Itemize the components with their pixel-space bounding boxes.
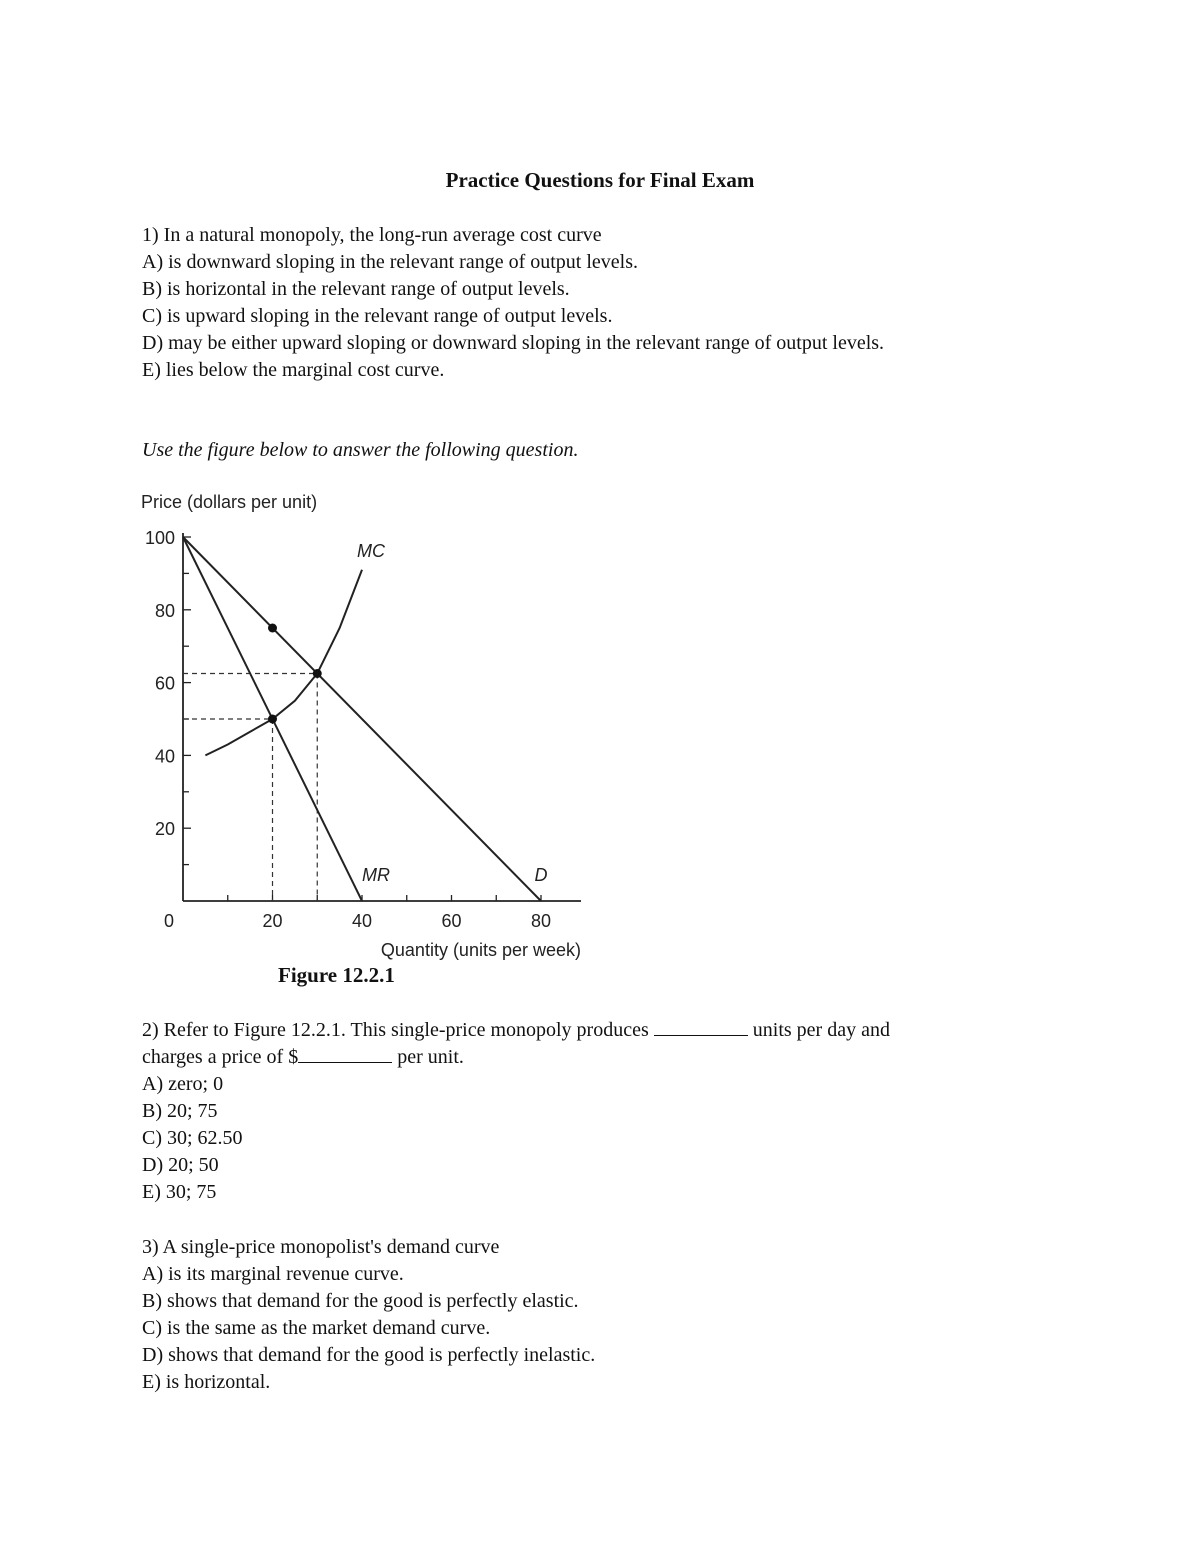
q3-stem: 3) A single-price monopolist's demand curve: [142, 1236, 500, 1258]
q2-option-d: D) 20; 50: [142, 1154, 219, 1176]
y-tick-label: 80: [154, 600, 175, 621]
y-tick-label: 20: [154, 819, 175, 840]
q2-option-b: B) 20; 75: [142, 1100, 218, 1122]
q2-option-a: A) zero; 0: [142, 1073, 224, 1095]
page-title: Practice Questions for Final Exam: [445, 168, 755, 192]
monopoly-chart: [135, 480, 605, 965]
equilibrium-point: [313, 669, 322, 678]
figure-caption: Figure 12.2.1: [278, 963, 395, 987]
y-tick-label: 60: [154, 673, 175, 694]
q2-stem-part3: charges a price of $: [142, 1046, 299, 1068]
answer-blank-price: [298, 1044, 392, 1063]
q3-option-c: C) is the same as the market demand curve.: [142, 1317, 491, 1339]
q2-stem-part2: units per day and: [752, 1019, 890, 1041]
y-tick-label: 40: [154, 746, 175, 767]
q2-option-c: C) 30; 62.50: [142, 1127, 243, 1149]
equilibrium-point: [268, 624, 277, 633]
q1-option-c: C) is upward sloping in the relevant range of output levels.: [142, 305, 613, 327]
demand-label: D: [534, 865, 548, 885]
x-tick-label: 0: [163, 911, 175, 931]
q3-option-a: A) is its marginal revenue curve.: [142, 1263, 404, 1285]
q1-stem: 1) In a natural monopoly, the long-run average cost curve: [142, 224, 602, 246]
y-axis-label: Price (dollars per unit): [141, 492, 318, 512]
q2-stem-line2: [142, 1044, 464, 1071]
mc-label: MC: [357, 541, 385, 561]
mc-curve: [205, 570, 362, 756]
q2-stem-line1: [142, 1017, 890, 1044]
figure-instruction: Use the figure below to answer the following question.: [142, 439, 579, 461]
q1-option-b: B) is horizontal in the relevant range of output levels.: [142, 278, 570, 300]
q3-option-d: D) shows that demand for the good is perfectly inelastic.: [142, 1344, 596, 1366]
q3-option-e: E) is horizontal.: [142, 1371, 271, 1393]
q1-option-d: D) may be either upward sloping or downward sloping in the relevant range of output levels.: [142, 332, 885, 354]
x-tick-label: 80: [530, 911, 552, 931]
q2-stem-part4: per unit.: [397, 1046, 464, 1068]
x-tick-label: 20: [262, 911, 283, 931]
q2-stem-part1: 2) Refer to Figure 12.2.1. This single-price monopoly produces: [142, 1019, 649, 1041]
q2-option-e: E) 30; 75: [142, 1181, 217, 1203]
mr-label: MR: [362, 865, 390, 885]
demand-curve: [183, 537, 541, 901]
x-axis-label: Quantity (units per week): [380, 940, 581, 960]
answer-blank-quantity: [654, 1017, 748, 1036]
q3-option-b: B) shows that demand for the good is perfectly elastic.: [142, 1290, 579, 1312]
equilibrium-point: [268, 715, 277, 724]
x-tick-label: 40: [351, 911, 373, 931]
q1-option-a: A) is downward sloping in the relevant range of output levels.: [142, 251, 638, 273]
y-tick-label: 100: [144, 528, 175, 548]
q1-option-e: E) lies below the marginal cost curve.: [142, 359, 445, 381]
x-tick-label: 60: [441, 911, 462, 931]
